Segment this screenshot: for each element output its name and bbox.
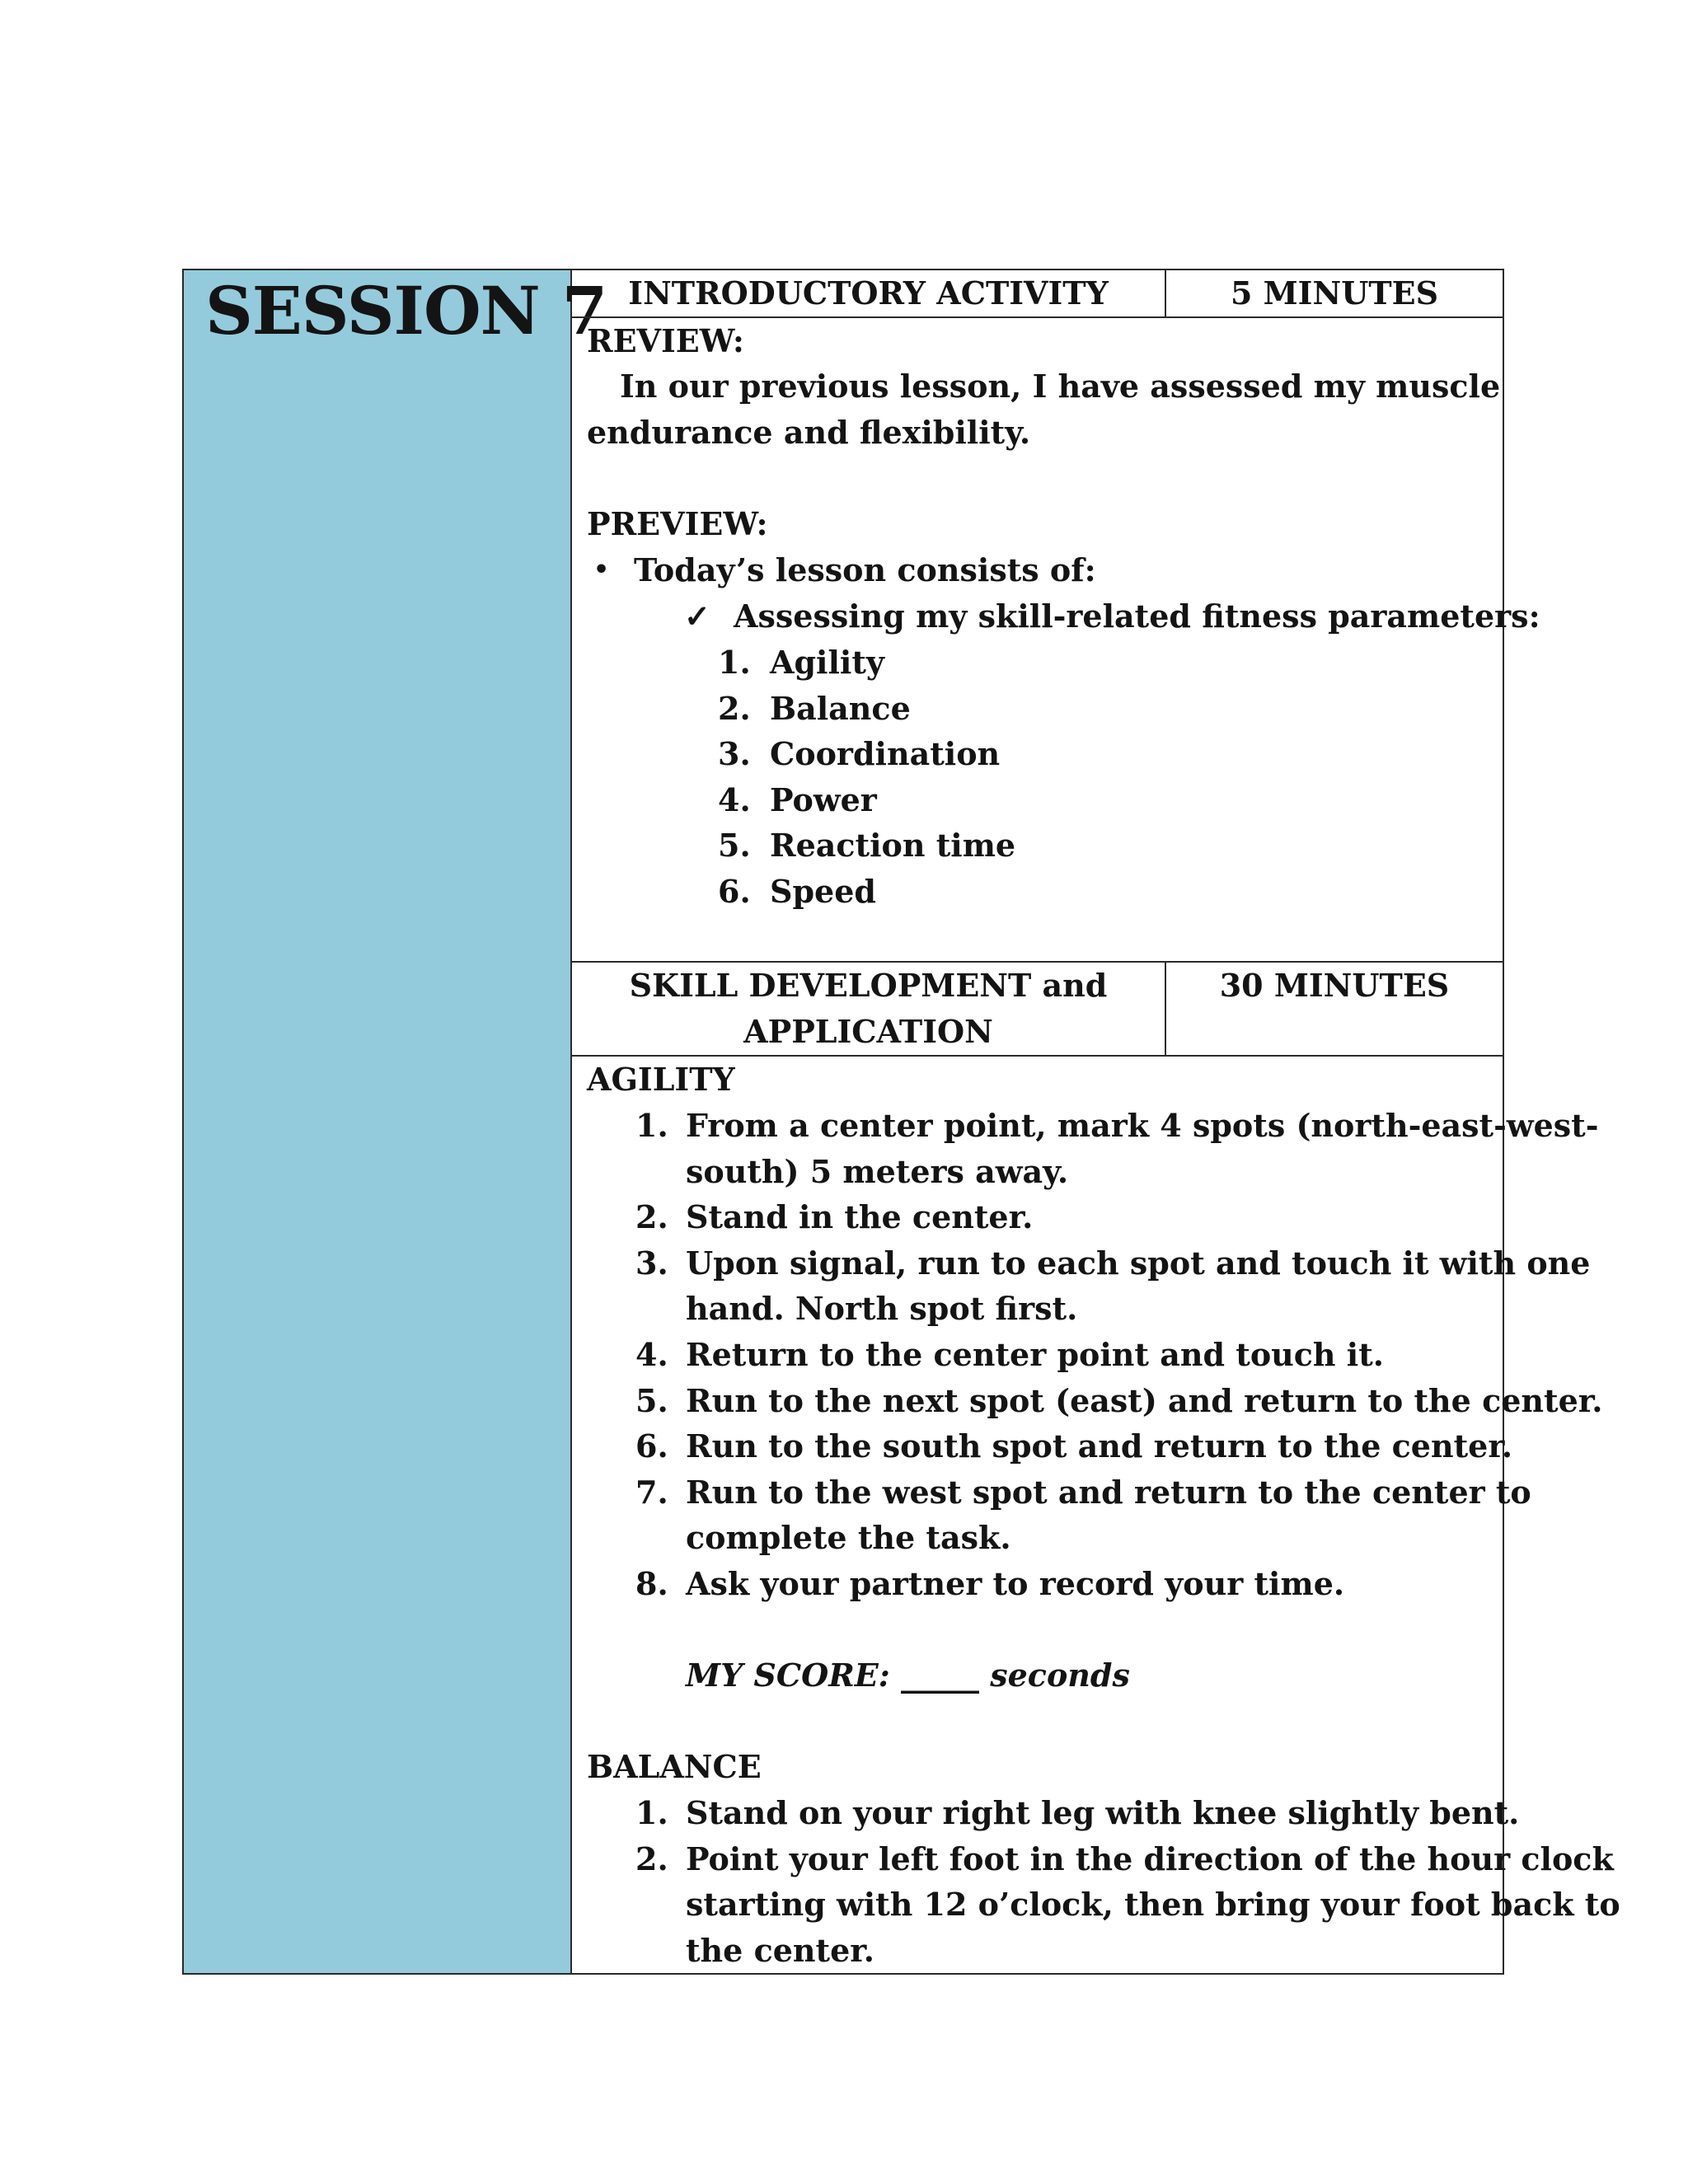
bullet-icon: • (593, 555, 610, 584)
bullet-text: Today’s lesson consists of: (634, 551, 1096, 588)
preview-label: PREVIEW: (587, 505, 768, 542)
agility-step-text: hand. North spot first. (686, 1290, 1078, 1328)
agility-step-text: From a center point, mark 4 spots (north-east-west- (686, 1107, 1599, 1144)
agility-step-number: 7. (635, 1473, 668, 1511)
agility-step-number: 8. (635, 1565, 668, 1602)
balance-step-text: the center. (686, 1931, 875, 1969)
agility-step-number: 5. (635, 1381, 668, 1419)
intro-body (572, 318, 1540, 963)
agility-step-text: Ask your partner to record your time. (686, 1565, 1345, 1602)
skill-header (572, 963, 1166, 1055)
session-title: SESSION 7 (205, 272, 607, 349)
parameter-number: 3. (718, 735, 751, 773)
skill-duration: 30 MINUTES (1219, 967, 1450, 1004)
parameter-number: 6. (718, 873, 751, 910)
balance-step-number: 1. (635, 1794, 668, 1831)
parameter-number: 4. (718, 780, 751, 818)
intro-header: INTRODUCTORY ACTIVITY (572, 270, 1166, 316)
balance-step-text: Stand on your right leg with knee slightly bent. (686, 1794, 1520, 1831)
check-icon: ✓ (684, 598, 710, 635)
review-label: REVIEW: (587, 322, 744, 359)
agility-step-text: Run to the next spot (east) and return to the center. (686, 1381, 1603, 1419)
parameter-item: Balance (770, 689, 911, 727)
agility-step-text: Stand in the center. (686, 1198, 1034, 1236)
parameter-number: 2. (718, 689, 751, 727)
agility-step-number: 2. (635, 1198, 668, 1236)
skill-header-line-2: APPLICATION (743, 1013, 993, 1050)
agility-step-number: 1. (635, 1107, 668, 1144)
agility-step-text: Run to the west spot and return to the center to (686, 1473, 1531, 1511)
parameter-number: 5. (718, 827, 751, 865)
score-line: MY SCORE: _____ seconds (686, 1657, 1130, 1694)
intro-header-row (572, 270, 1503, 318)
parameter-number: 1. (718, 644, 751, 681)
agility-label: AGILITY (587, 1061, 735, 1098)
agility-step-text: Run to the south spot and return to the center. (686, 1427, 1513, 1465)
parameter-item: Agility (770, 644, 884, 681)
agility-step-number: 3. (635, 1244, 668, 1282)
session-sidebar (184, 270, 607, 1973)
intro-duration: 5 MINUTES (1230, 274, 1439, 312)
balance-step-number: 2. (635, 1840, 668, 1877)
balance-step-text: Point your left foot in the direction of the hour clock (686, 1840, 1614, 1877)
agility-step-text: complete the task. (686, 1519, 1011, 1557)
skill-body (572, 1057, 1620, 1973)
balance-step-text: starting with 12 o’clock, then bring your foot back to (686, 1886, 1620, 1924)
balance-label: BALANCE (587, 1748, 762, 1785)
agility-step-number: 6. (635, 1427, 668, 1465)
parameter-item: Power (770, 780, 877, 818)
parameter-item: Reaction time (770, 827, 1016, 865)
skill-header-line-1: SKILL DEVELOPMENT and (629, 967, 1108, 1004)
review-line-2: endurance and flexibility. (587, 414, 1031, 451)
skill-header-row (572, 963, 1503, 1057)
agility-step-number: 4. (635, 1336, 668, 1373)
agility-step-text: Upon signal, run to each spot and touch it with one (686, 1244, 1591, 1282)
review-line-1: In our previous lesson, I have assessed my muscle (620, 368, 1501, 405)
agility-step-text: Return to the center point and touch it. (686, 1336, 1385, 1373)
content-column (572, 270, 1620, 1973)
check-text: Assessing my skill-related fitness parameters: (734, 598, 1540, 635)
agility-step-text: south) 5 meters away. (686, 1152, 1069, 1190)
parameter-item: Coordination (770, 735, 1001, 773)
parameter-item: Speed (770, 873, 876, 910)
session-table (182, 269, 1620, 1975)
